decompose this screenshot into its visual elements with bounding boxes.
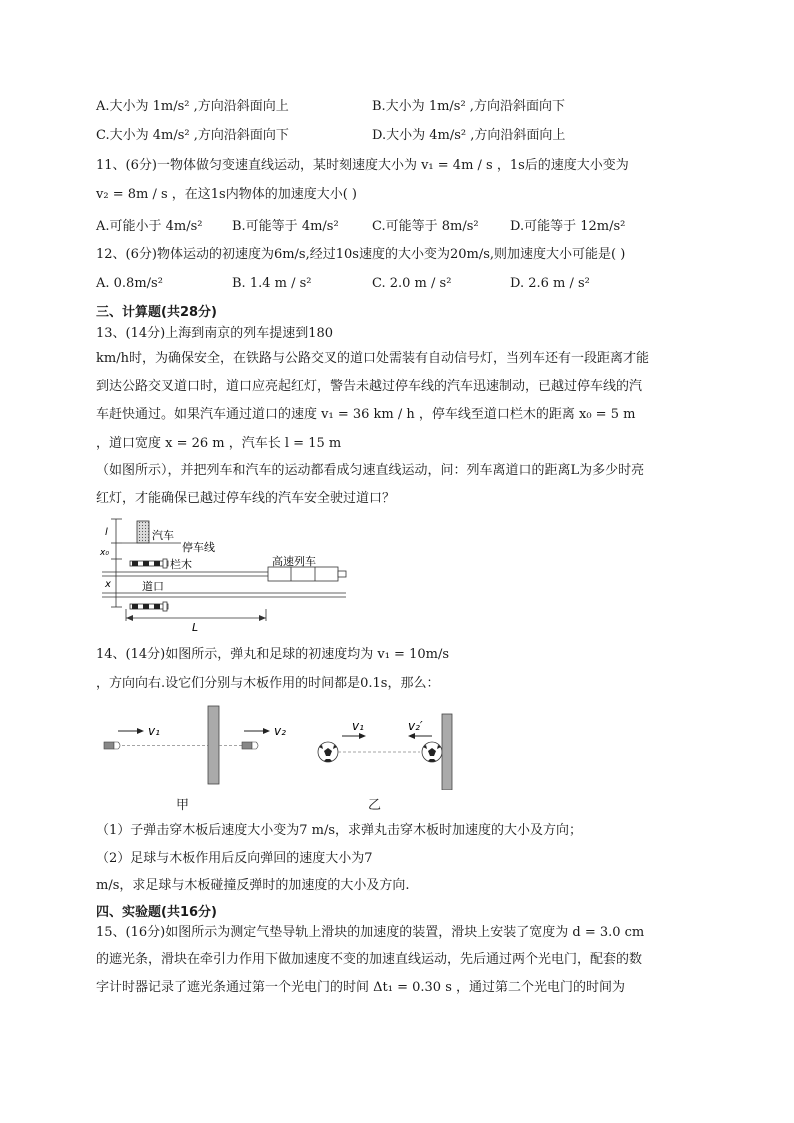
v2-left-label: v₂ — [274, 724, 286, 738]
football-before — [318, 742, 338, 762]
lower-barrier — [130, 602, 168, 611]
bullet-after — [242, 742, 258, 749]
caption-left: 甲 — [176, 798, 190, 813]
section-3-heading: 三、计算题(共28分) — [96, 305, 217, 320]
v1-right-label: v₁ — [352, 719, 364, 733]
q10-option-d: D.大小为 4m/s² ,方向沿斜面向上 — [372, 128, 566, 143]
stop-line-label: 停车线 — [182, 541, 215, 554]
q14-sub2-line2: m/s，求足球与木板碰撞反弹时的加速度的大小及方向. — [96, 878, 410, 893]
q12-option-a: A. 0.8m/s² — [96, 276, 163, 291]
q14-sub1: （1）子弹击穿木板后速度大小变为7 m/s，求弹丸击穿木板时加速度的大小及方向； — [96, 823, 583, 838]
q11-option-d: D.可能等于 12m/s² — [510, 219, 626, 234]
label-x0: x₀ — [100, 548, 109, 558]
q12-option-b: B. 1.4 m / s² — [232, 276, 312, 291]
q11-option-b: B.可能等于 4m/s² — [232, 219, 339, 234]
q13-stem-line5: ，道口宽度 x = 26 m ，汽车长 l = 15 m — [96, 436, 342, 451]
label-L: L — [192, 621, 199, 634]
q13-stem-line1: 13、(14分)上海到南京的列车提速到180 — [96, 326, 334, 341]
q14-stem-line2: ，方向向右.设它们分别与木板作用的时间都是0.1s，那么： — [96, 676, 440, 691]
board-right — [442, 714, 452, 790]
label-l: l — [105, 527, 108, 538]
q12-option-c: C. 2.0 m / s² — [372, 276, 452, 291]
board-left — [208, 706, 219, 784]
crossing-diagram — [96, 515, 356, 635]
v1-left-label: v₁ — [148, 724, 160, 738]
bullet-ball-diagram — [96, 700, 476, 790]
q13-stem-line7: 红灯，才能确保已越过停车线的汽车安全驶过道口？ — [96, 491, 396, 506]
q13-stem-line4: 车赶快通过。如果汽车通过道口的速度 v₁ = 36 km / h ，停车线至道口栏木的距离 x₀ = 5 m — [96, 407, 636, 422]
q15-stem-line1: 15、(16分)如图所示为测定气垫导轨上滑块的加速度的装置，滑块上安装了宽度为 d = 3.0 cm — [96, 925, 645, 940]
car-label: 汽车 — [152, 529, 174, 542]
q11-option-a: A.可能小于 4m/s² — [96, 219, 203, 234]
crossing-label: 道口 — [142, 580, 164, 593]
q10-option-c: C.大小为 4m/s² ,方向沿斜面向下 — [96, 128, 289, 143]
bullet-before — [104, 742, 120, 749]
caption-right: 乙 — [368, 798, 382, 813]
q12-stem: 12、(6分)物体运动的初速度为6m/s,经过10s速度的大小变为20m/s,则加速度大小可能是( ) — [96, 247, 626, 262]
q10-option-b: B.大小为 1m/s² ,方向沿斜面向下 — [372, 99, 565, 114]
q11-stem-line2: v₂ = 8m / s ，在这1s内物体的加速度大小( ) — [96, 187, 357, 202]
football-after — [422, 742, 442, 762]
q13-stem-line2: km/h时，为确保安全，在铁路与公路交叉的道口处需装有自动信号灯，当列车还有一段距离才能 — [96, 351, 649, 366]
barrier-label: 栏木 — [170, 558, 192, 571]
q15-stem-line3: 字计时器记录了遮光条通过第一个光电门的时间 Δt₁ = 0.30 s ，通过第二个光电门的时间为 — [96, 980, 625, 995]
q15-stem-line2: 的遮光条，滑块在牵引力作用下做加速度不变的加速直线运动，先后通过两个光电门，配套的数 — [96, 952, 643, 967]
q13-stem-line6: （如图所示），并把列车和汽车的运动都看成匀速直线运动，问：列车离道口的距离L为多少时亮 — [96, 463, 645, 478]
q11-option-c: C.可能等于 8m/s² — [372, 219, 479, 234]
q13-stem-line3: 到达公路交叉道口时，道口应亮起红灯，警告未越过停车线的汽车迅速制动，已越过停车线的汽 — [96, 379, 643, 394]
section-4-heading: 四、实验题(共16分) — [96, 905, 217, 920]
label-x: x — [105, 579, 111, 590]
upper-barrier — [130, 559, 168, 568]
train — [268, 567, 346, 581]
train-label: 高速列车 — [272, 555, 316, 568]
q11-stem-line1: 11、(6分)一物体做匀变速直线运动，某时刻速度大小为 v₁ = 4m / s ，1s后的速度大小变为 — [96, 158, 629, 173]
v2-right-label: v₂′ — [408, 719, 423, 733]
q12-option-d: D. 2.6 m / s² — [510, 276, 590, 291]
q14-sub2-line1: （2）足球与木板作用后反向弹回的速度大小为7 — [96, 851, 373, 866]
q10-option-a: A.大小为 1m/s² ,方向沿斜面向上 — [96, 99, 289, 114]
q14-stem-line1: 14、(14分)如图所示，弹丸和足球的初速度均为 v₁ = 10m/s — [96, 647, 449, 662]
